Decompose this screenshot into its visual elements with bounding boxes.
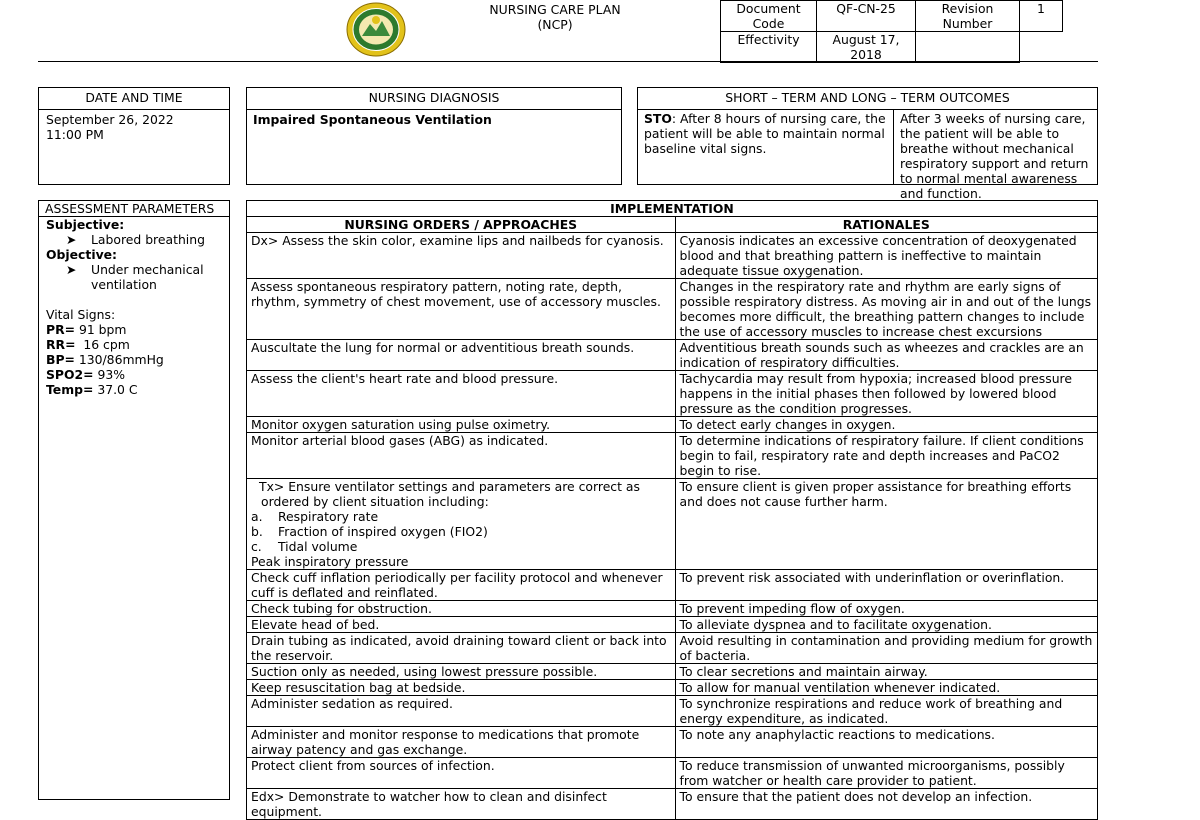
table-row (247, 479, 1098, 570)
document-code-value: QF-CN-25 (817, 1, 916, 32)
vital-row (46, 367, 229, 382)
list-letter: b. (251, 524, 263, 539)
orders-column-header: NURSING ORDERS / APPROACHES (247, 217, 676, 233)
order-cell: Protect client from sources of infection. (247, 758, 676, 789)
vital-label: PR= (46, 322, 76, 337)
table-row (247, 633, 1098, 664)
rationale-cell: Cyanosis indicates an excessive concentration of deoxygenated blood and that breathing pattern is ineffective to maintain adequate tissue oxygenation. (675, 233, 1097, 279)
short-term-outcome (638, 109, 894, 185)
rationale-cell: To alleviate dyspnea and to facilitate oxygenation. (675, 617, 1097, 633)
objective-item (46, 262, 229, 292)
vital-row (46, 382, 229, 397)
table-row (247, 417, 1098, 433)
arrow-bullet-icon: ➤ (66, 232, 77, 247)
list-letter: c. (251, 539, 262, 554)
time-value: 11:00 PM (46, 127, 104, 142)
document-title (480, 2, 630, 32)
vital-value: 91 bpm (75, 322, 127, 337)
effectivity-value: August 17, 2018 (817, 32, 916, 63)
order-cell: Auscultate the lung for normal or adventitious breath sounds. (247, 340, 676, 371)
vital-value: 93% (93, 367, 126, 382)
rationale-cell: To note any anaphylactic reactions to medications. (675, 727, 1097, 758)
subjective-label: Subjective: (46, 217, 125, 232)
order-cell: Monitor oxygen saturation using pulse oximetry. (247, 417, 676, 433)
vital-label: Temp= (46, 382, 94, 397)
rationale-cell: Avoid resulting in contamination and providing medium for growth of bacteria. (675, 633, 1097, 664)
vital-label: BP= (46, 352, 75, 367)
order-cell (247, 479, 676, 570)
vital-row (46, 322, 229, 337)
rationale-cell: To detect early changes in oxygen. (675, 417, 1097, 433)
document-title-line1: NURSING CARE PLAN (489, 2, 621, 17)
implementation-heading: IMPLEMENTATION (247, 201, 1098, 217)
document-control-table (720, 0, 1063, 63)
order-cell: Administer sedation as required. (247, 696, 676, 727)
rationales-column-header: RATIONALES (675, 217, 1097, 233)
table-row (247, 340, 1098, 371)
objective-item-line1: Under mechanical (91, 262, 204, 277)
vital-label: SPO2= (46, 367, 94, 382)
tx-intro-line2: ordered by client situation including: (261, 494, 489, 509)
tx-intro-line1: Tx> Ensure ventilator settings and parameters are correct as (259, 479, 640, 494)
table-row (247, 570, 1098, 601)
order-cell: Keep resuscitation bag at bedside. (247, 680, 676, 696)
outcomes-heading: SHORT – TERM AND LONG – TERM OUTCOMES (638, 88, 1097, 110)
vital-value: 130/86mmHg (74, 352, 164, 367)
tx-last-line: Peak inspiratory pressure (251, 554, 409, 569)
assessment-heading: ASSESSMENT PARAMETERS (39, 201, 229, 217)
table-row (247, 433, 1098, 479)
document-code-label: Document Code (721, 1, 817, 32)
rationale-cell: To determine indications of respiratory failure. If client conditions begin to fail, respiratory rate and depth increases and PaCO2 begin to rise. (675, 433, 1097, 479)
table-row (247, 233, 1098, 279)
arrow-bullet-icon: ➤ (66, 262, 77, 277)
nursing-diagnosis-heading: NURSING DIAGNOSIS (247, 88, 621, 110)
table-row (247, 371, 1098, 417)
date-time-box (38, 87, 230, 185)
rationale-cell: To prevent impeding flow of oxygen. (675, 601, 1097, 617)
objective-item-line2: ventilation (91, 277, 157, 292)
revision-number-label: Revision Number (916, 1, 1020, 32)
implementation-table (246, 200, 1098, 820)
order-cell: Check tubing for obstruction. (247, 601, 676, 617)
order-cell: Administer and monitor response to medications that promote airway patency and gas exchange. (247, 727, 676, 758)
list-text: Tidal volume (278, 539, 358, 554)
order-cell: Edx> Demonstrate to watcher how to clean and disinfect equipment. (247, 789, 676, 820)
long-term-outcome: After 3 weeks of nursing care, the patient will be able to breathe without mechanical respiratory support and return to normal mental awareness and function. (900, 111, 1089, 201)
vital-row (46, 352, 229, 367)
order-cell: Check cuff inflation periodically per facility protocol and whenever cuff is deflated and reinflated. (247, 570, 676, 601)
vital-value: 37.0 C (93, 382, 138, 397)
rationale-cell: To clear secretions and maintain airway. (675, 664, 1097, 680)
date-time-heading: DATE AND TIME (39, 88, 229, 110)
table-row (247, 279, 1098, 340)
order-cell: Assess the client's heart rate and blood pressure. (247, 371, 676, 417)
vital-row (46, 337, 229, 352)
vital-signs-label: Vital Signs: (46, 307, 116, 322)
sto-text: : After 8 hours of nursing care, the patient will be able to maintain normal baseline vital signs. (644, 111, 886, 156)
table-row (247, 758, 1098, 789)
nursing-diagnosis-box (246, 87, 622, 185)
objective-label: Objective: (46, 247, 118, 262)
table-row (247, 696, 1098, 727)
order-cell: Assess spontaneous respiratory pattern, noting rate, depth, rhythm, symmetry of chest movement, use of accessory muscles. (247, 279, 676, 340)
subjective-item-text: Labored breathing (91, 232, 205, 247)
outcomes-box (637, 87, 1098, 201)
table-row (247, 789, 1098, 820)
assessment-parameters-box (38, 200, 230, 800)
list-item (251, 539, 671, 554)
rationale-cell: To allow for manual ventilation whenever indicated. (675, 680, 1097, 696)
implementation-section (246, 200, 1098, 820)
table-row (247, 680, 1098, 696)
table-row (247, 664, 1098, 680)
list-text: Respiratory rate (278, 509, 379, 524)
rationale-cell: To ensure that the patient does not develop an infection. (675, 789, 1097, 820)
empty-cell (1020, 32, 1063, 63)
table-row (247, 601, 1098, 617)
rationale-cell: Adventitious breath sounds such as wheezes and crackles are an indication of respiratory difficulties. (675, 340, 1097, 371)
sto-label: STO (644, 111, 672, 126)
rationale-cell: To prevent risk associated with underinflation or overinflation. (675, 570, 1097, 601)
document-title-line2: (NCP) (537, 17, 573, 32)
effectivity-label: Effectivity (721, 32, 817, 63)
rationale-cell: Tachycardia may result from hypoxia; increased blood pressure happens in the initial phases then followed by lowered blood pressure as the condition progresses. (675, 371, 1097, 417)
rationale-cell: To reduce transmission of unwanted microorganisms, possibly from watcher or health care provider to patient. (675, 758, 1097, 789)
rationale-cell: To synchronize respirations and reduce work of breathing and energy expenditure, as indicated. (675, 696, 1097, 727)
table-row (247, 617, 1098, 633)
vital-label: RR= (46, 337, 76, 352)
empty-cell (916, 32, 1020, 63)
rationale-cell: To ensure client is given proper assistance for breathing efforts and does not cause further harm. (675, 479, 1097, 570)
list-item (251, 524, 671, 539)
order-cell: Dx> Assess the skin color, examine lips and nailbeds for cyanosis. (247, 233, 676, 279)
order-cell: Elevate head of bed. (247, 617, 676, 633)
vital-value: 16 cpm (75, 337, 130, 352)
date-value: September 26, 2022 (46, 112, 174, 127)
nursing-diagnosis-text: Impaired Spontaneous Ventilation (253, 112, 492, 127)
list-letter: a. (251, 509, 263, 524)
subjective-item (46, 232, 229, 247)
order-cell: Monitor arterial blood gases (ABG) as indicated. (247, 433, 676, 479)
list-item (251, 509, 671, 524)
table-row (247, 727, 1098, 758)
header-divider (38, 61, 1098, 62)
university-seal-logo (346, 2, 406, 57)
rationale-cell: Changes in the respiratory rate and rhythm are early signs of possible respiratory distress. As moving air in and out of the lungs becomes more difficult, the breathing pattern changes to include the use of accessory muscles to increase chest excursions (675, 279, 1097, 340)
order-cell: Drain tubing as indicated, avoid draining toward client or back into the reservoir. (247, 633, 676, 664)
list-text: Fraction of inspired oxygen (FIO2) (278, 524, 488, 539)
revision-number-value: 1 (1020, 1, 1063, 32)
order-cell: Suction only as needed, using lowest pressure possible. (247, 664, 676, 680)
